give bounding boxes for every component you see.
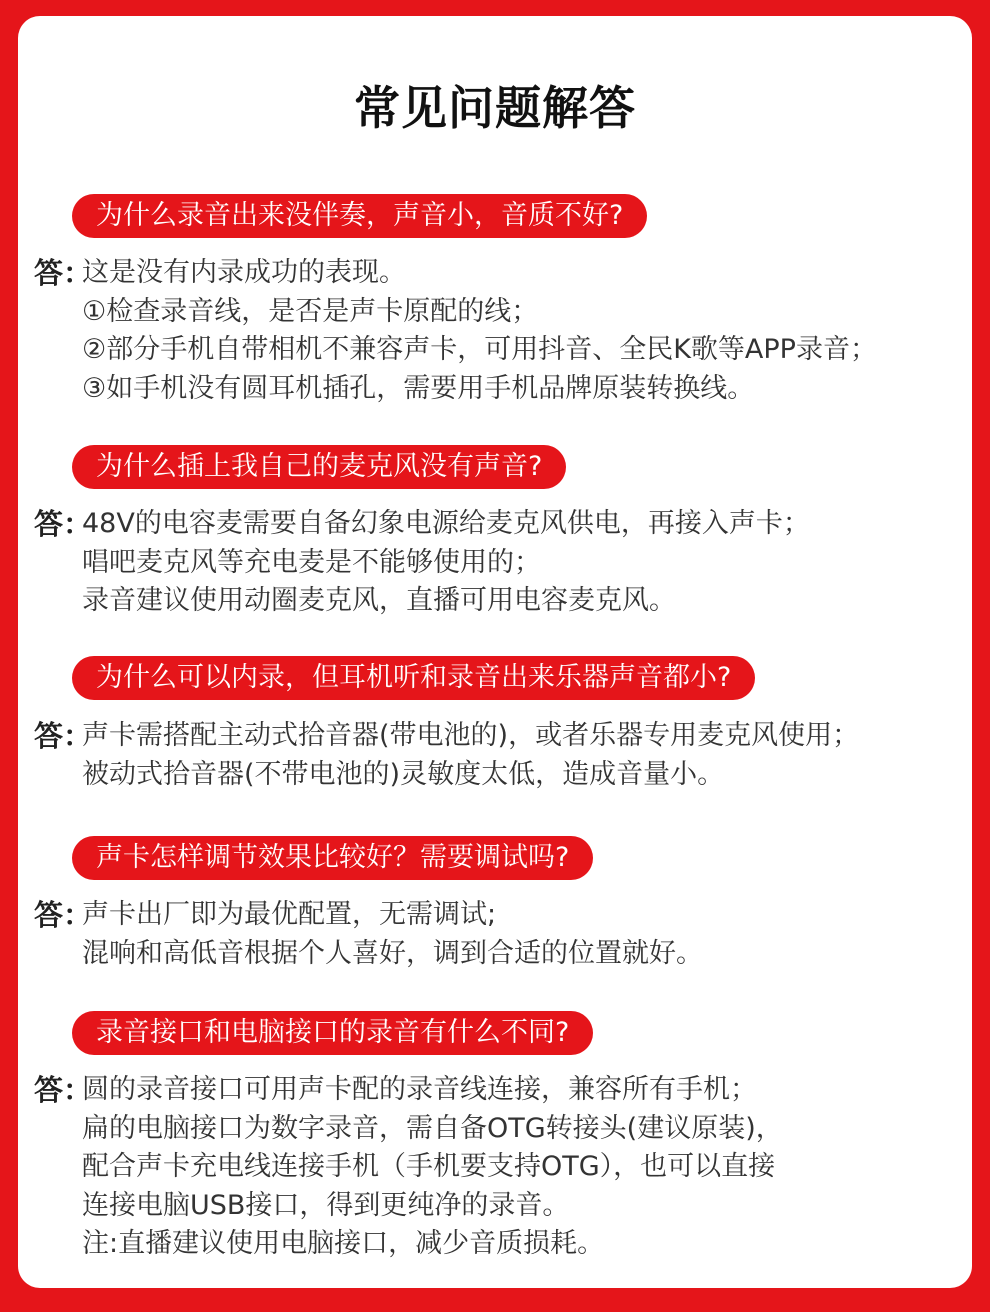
faq-question: 为什么录音出来没伴奏，声音小，音质不好?	[72, 194, 647, 238]
faq-question: 声卡怎样调节效果比较好？需要调试吗?	[72, 836, 593, 880]
answer-line: 混响和高低音根据个人喜好，调到合适的位置就好。	[82, 937, 703, 969]
answer-line: 圆的录音接口可用声卡配的录音线连接，兼容所有手机；	[82, 1074, 757, 1105]
answer-line: 配合声卡充电线连接手机（手机要支持OTG），也可以直接	[82, 1151, 776, 1182]
faq-question: 为什么插上我自己的麦克风没有声音?	[72, 445, 566, 489]
answer-line: 声卡需搭配主动式拾音器(带电池的)，或者乐器专用麦克风使用；	[82, 720, 860, 751]
answer-line: 唱吧麦克风等充电麦是不能够使用的；	[82, 546, 541, 578]
answer-line: ①检查录音线，是否是声卡原配的线；	[82, 295, 539, 327]
answer-line: 注:直播建议使用电脑接口，减少音质损耗。	[82, 1228, 605, 1259]
faq-answer	[82, 896, 962, 973]
answer-line: ②部分手机自带相机不兼容声卡，可用抖音、全民K歌等APP录音；	[82, 334, 877, 365]
page-title: 常见问题解答	[354, 81, 636, 135]
answer-line: ③如手机没有圆耳机插孔，需要用手机品牌原装转换线。	[82, 372, 755, 404]
answer-label: 答：	[34, 719, 93, 753]
faq-question: 录音接口和电脑接口的录音有什么不同?	[72, 1011, 593, 1055]
answer-line: 48V的电容麦需要自备幻象电源给麦克风供电，再接入声卡；	[82, 508, 810, 539]
faq-answer	[82, 717, 962, 794]
answer-label: 答：	[34, 507, 93, 541]
faq-question: 为什么可以内录，但耳机听和录音出来乐器声音都小?	[72, 656, 755, 700]
faq-answer	[82, 1071, 962, 1264]
faq-answer	[82, 254, 962, 408]
answer-line: 扁的电脑接口为数字录音，需自备OTG转接头(建议原装)，	[82, 1112, 783, 1144]
answer-label: 答：	[34, 256, 93, 290]
answer-line: 声卡出厂即为最优配置，无需调试;	[82, 899, 497, 930]
answer-line: 被动式拾音器(不带电池的)灵敏度太低，造成音量小。	[82, 758, 725, 790]
answer-line: 连接电脑USB接口，得到更纯净的录音。	[82, 1189, 570, 1221]
answer-line: 录音建议使用动圈麦克风，直播可用电容麦克风。	[82, 585, 676, 616]
answer-label: 答：	[34, 898, 93, 932]
answer-line: 这是没有内录成功的表现。	[82, 257, 406, 288]
answer-label: 答：	[34, 1073, 93, 1107]
faq-answer	[82, 505, 962, 621]
